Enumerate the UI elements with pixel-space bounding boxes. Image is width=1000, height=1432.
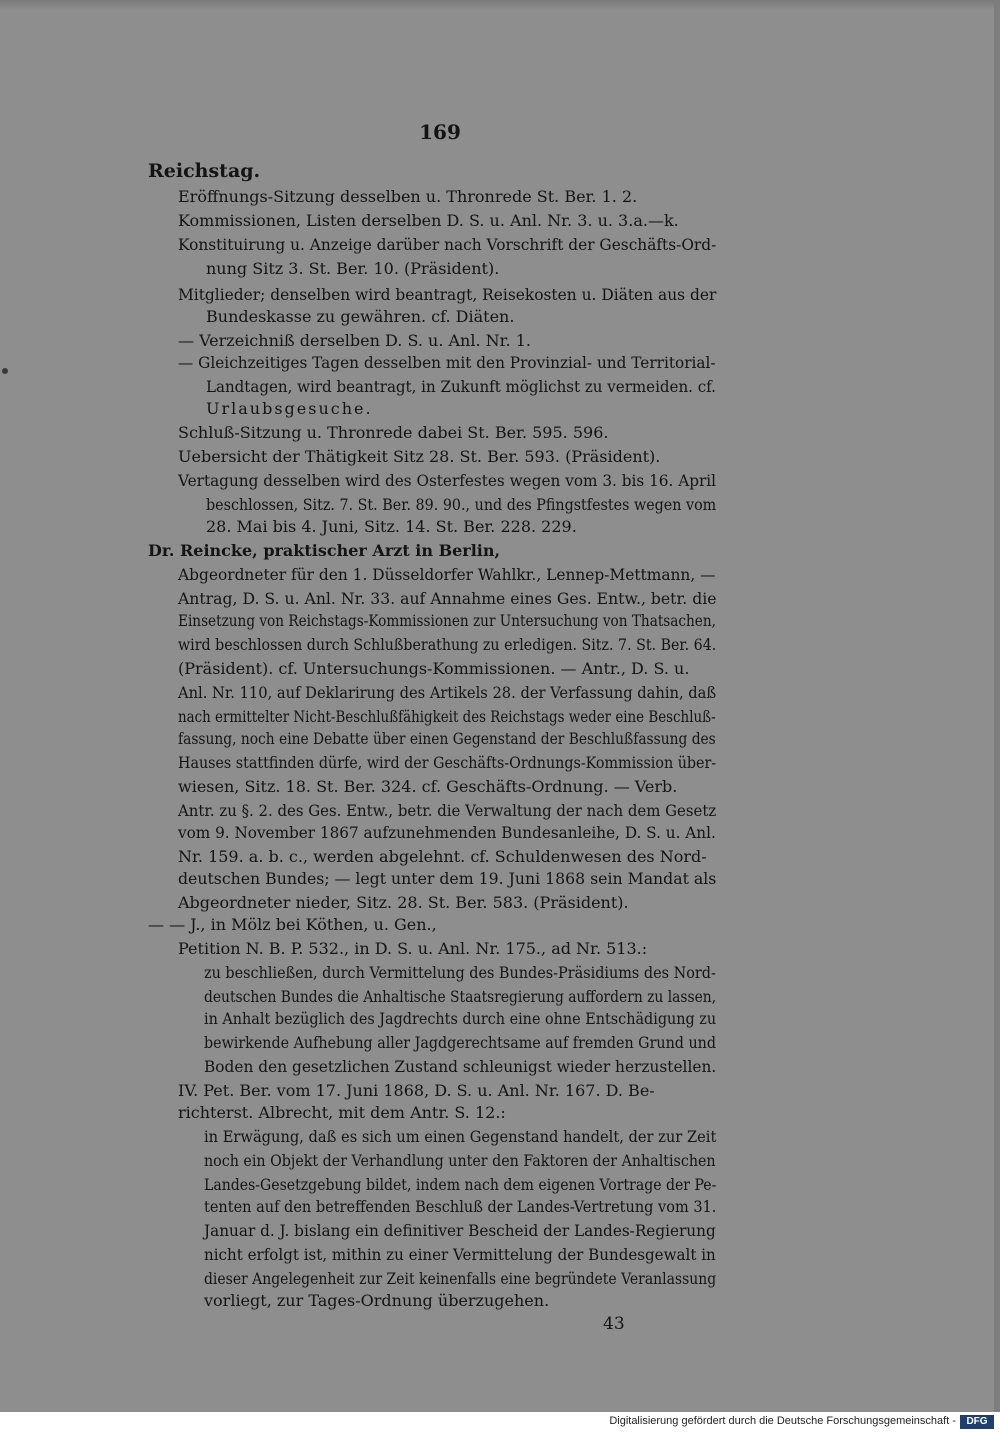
text-line: Landtagen, wird beantragt, in Zukunft möglichst zu vermeiden. cf. — [206, 377, 716, 396]
credit-text: Digitalisierung gefördert durch die Deutsche Forschungsgemeinschaft - — [609, 1415, 956, 1427]
text-line: in Anhalt bezüglich des Jagdrechts durch eine ohne Entschädigung zu — [204, 1009, 717, 1028]
text-line: Bundeskasse zu gewähren. cf. Diäten. — [206, 307, 515, 326]
text-line: nach ermittelter Nicht-Beschlußfähigkeit des Reichstags weder eine Beschluß- — [178, 707, 716, 726]
text-line: in Erwägung, daß es sich um einen Gegenstand handelt, der zur Zeit — [204, 1127, 717, 1146]
text-line: beschlossen, Sitz. 7. St. Ber. 89. 90., und des Pfingstfestes wegen vom — [206, 495, 717, 514]
text-line: Urlaubsgesuche. — [206, 399, 373, 418]
text-line: IV. Pet. Ber. vom 17. Juni 1868, D. S. u. Anl. Nr. 167. D. Be- — [178, 1081, 655, 1100]
text-line: Hauses stattfinden dürfe, wird der Geschäfts-Ordnungs-Kommission über- — [178, 753, 717, 772]
scan-right-edge — [994, 0, 1000, 1412]
text-line: Abgeordneter für den 1. Düsseldorfer Wahlkr., Lennep-Mettmann, — — [178, 565, 716, 584]
text-line: deutschen Bundes die Anhaltische Staatsregierung auffordern zu lassen, — [204, 987, 717, 1006]
scan-top-edge — [0, 0, 1000, 10]
text-line: Anl. Nr. 110, auf Deklarirung des Artikels 28. der Verfassung dahin, daß — [178, 683, 717, 702]
text-line: Schluß-Sitzung u. Thronrede dabei St. Ber. 595. 596. — [178, 423, 609, 442]
text-line: Landes-Gesetzgebung bildet, indem nach dem eigenen Vortrage der Pe- — [204, 1175, 717, 1194]
text-line: Vertagung desselben wird des Osterfestes wegen vom 3. bis 16. April — [178, 471, 717, 490]
text-line: nung Sitz 3. St. Ber. 10. (Präsident). — [206, 259, 500, 278]
text-line: wiesen, Sitz. 18. St. Ber. 324. cf. Geschäfts-Ordnung. — Verb. — [178, 777, 678, 796]
text-line: Januar d. J. bislang ein definitiver Bescheid der Landes-Regierung — [204, 1221, 716, 1240]
text-line: bewirkende Aufhebung aller Jagdgerechtsame auf fremden Grund und — [204, 1033, 716, 1052]
text-line: Abgeordneter nieder, Sitz. 28. St. Ber. 583. (Präsident). — [178, 893, 629, 912]
text-line: noch ein Objekt der Verhandlung unter den Faktoren der Anhaltischen — [204, 1151, 716, 1170]
text-line: vorliegt, zur Tages-Ordnung überzugehen. — [204, 1291, 550, 1310]
text-line: Einsetzung von Reichstags-Kommissionen zur Untersuchung von Thatsachen, — [178, 611, 716, 630]
text-line: zu beschließen, durch Vermittelung des Bundes-Präsidiums des Nord- — [204, 963, 716, 982]
text-line: — Verzeichniß derselben D. S. u. Anl. Nr. 1. — [178, 331, 531, 350]
text-line: Nr. 159. a. b. c., werden abgelehnt. cf. Schuldenwesen des Nord- — [178, 847, 707, 866]
text-line: dieser Angelegenheit zur Zeit keinenfalls eine begründete Veranlassung — [204, 1269, 717, 1288]
text-line: deutschen Bundes; — legt unter dem 19. Juni 1868 sein Mandat als — [178, 869, 717, 888]
credit-bar — [0, 1412, 1000, 1432]
text-line: nicht erfolgt ist, mithin zu einer Vermittelung der Bundesgewalt in — [204, 1245, 716, 1264]
section-heading: Reichstag. — [148, 160, 261, 182]
entry-heading: Dr. Reincke, praktischer Arzt in Berlin, — [148, 541, 501, 560]
text-line: — Gleichzeitiges Tagen desselben mit den Provinzial- und Territorial- — [178, 353, 716, 372]
text-line: Antrag, D. S. u. Anl. Nr. 33. auf Annahme eines Ges. Entw., betr. die — [178, 589, 717, 608]
text-line: Kommissionen, Listen derselben D. S. u. Anl. Nr. 3. u. 3.a.—k. — [178, 211, 679, 230]
text-line: Uebersicht der Thätigkeit Sitz 28. St. Ber. 593. (Präsident). — [178, 447, 661, 466]
text-line: tenten auf den betreffenden Beschluß der Landes-Vertretung vom 31. — [204, 1197, 717, 1216]
text-line: wird beschlossen durch Schlußberathung zu erledigen. Sitz. 7. St. Ber. 64. — [178, 635, 717, 654]
text-line: Boden den gesetzlichen Zustand schleunigst wieder herzustellen. — [204, 1057, 717, 1076]
text-line: fassung, noch eine Debatte über einen Gegenstand der Beschlußfassung des — [178, 729, 716, 748]
text-line: Petition N. B. P. 532., in D. S. u. Anl. Nr. 175., ad Nr. 513.: — [178, 939, 648, 958]
scan-mark — [2, 368, 8, 374]
text-line: vom 9. November 1867 aufzunehmenden Bundesanleihe, D. S. u. Anl. — [178, 823, 716, 842]
dfg-logo: DFG — [960, 1415, 994, 1429]
text-line: Antr. zu §. 2. des Ges. Entw., betr. die Verwaltung der nach dem Gesetz — [178, 801, 717, 820]
entry-heading: — — J., in Mölz bei Köthen, u. Gen., — [148, 915, 437, 934]
text-line: (Präsident). cf. Untersuchungs-Kommissionen. — Antr., D. S. u. — [178, 659, 690, 678]
text-line: 28. Mai bis 4. Juni, Sitz. 14. St. Ber. 228. 229. — [206, 517, 577, 536]
text-line: Mitglieder; denselben wird beantragt, Reisekosten u. Diäten aus der — [178, 285, 717, 304]
text-line: Eröffnungs-Sitzung desselben u. Thronrede St. Ber. 1. 2. — [178, 187, 638, 206]
text-line: Konstituirung u. Anzeige darüber nach Vorschrift der Geschäfts-Ord- — [178, 235, 717, 254]
footer-page-number: 43 — [603, 1314, 625, 1334]
page-number: 169 — [419, 120, 461, 144]
text-line: richterst. Albrecht, mit dem Antr. S. 12.: — [178, 1103, 506, 1122]
